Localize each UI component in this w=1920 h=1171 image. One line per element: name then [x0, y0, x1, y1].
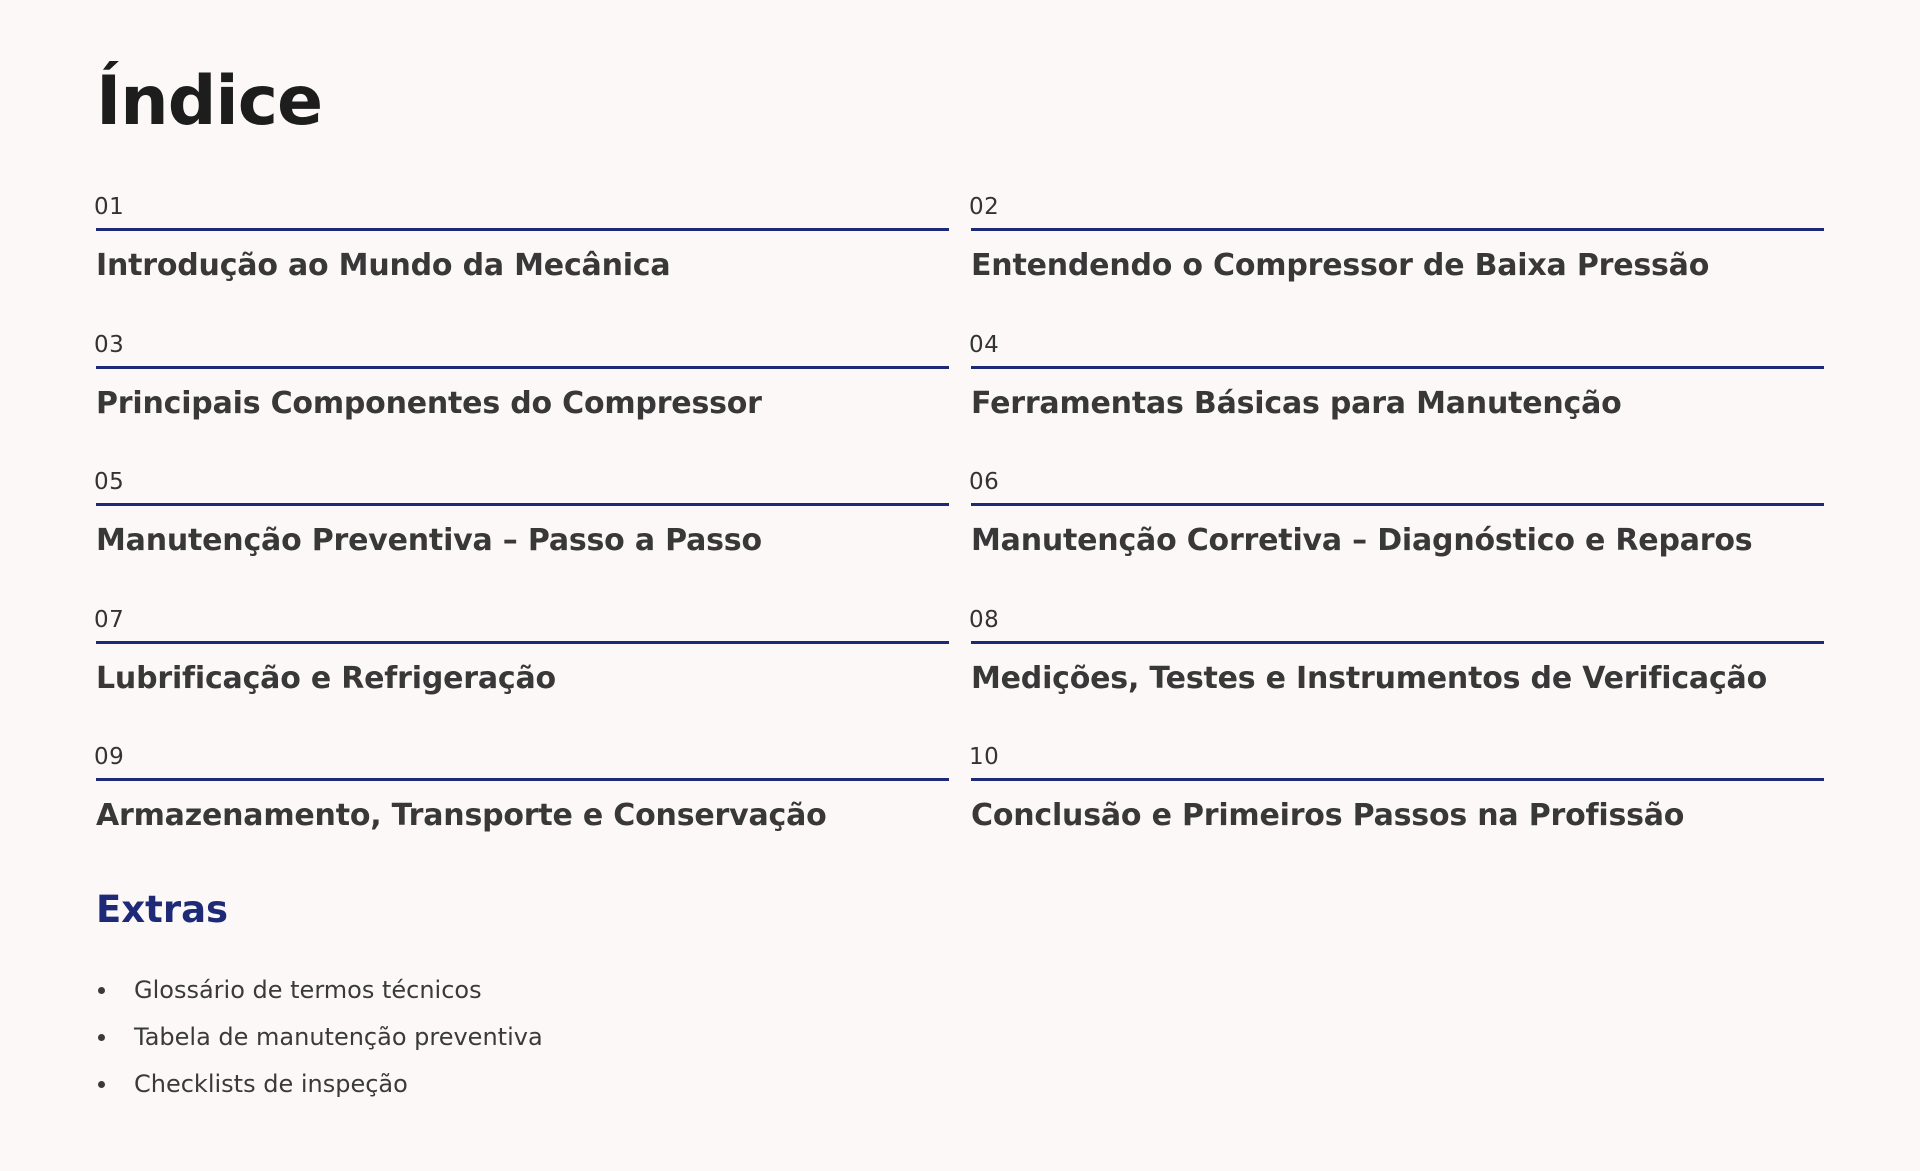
toc-entry [971, 603, 1824, 741]
toc-entry-number: 07 [94, 606, 125, 633]
toc-entry-divider [971, 778, 1824, 781]
toc-entry-number: 08 [969, 606, 1000, 633]
toc-entry-divider [96, 641, 949, 644]
toc-entry-divider [971, 228, 1824, 231]
toc-entry-title: Introdução ao Mundo da Mecânica [96, 248, 671, 283]
toc-entry-number: 10 [969, 744, 1000, 770]
toc-entry-title: Lubrificação e Refrigeração [96, 660, 556, 696]
extras-heading: Extras [96, 888, 229, 931]
toc-entry [971, 740, 1824, 878]
toc-entry-number: 02 [969, 194, 1000, 220]
bullet-icon [98, 987, 105, 994]
toc-entry [971, 328, 1824, 466]
toc-entry-title: Medições, Testes e Instrumentos de Verificação [971, 660, 1768, 696]
toc-entry-divider [96, 228, 949, 231]
toc-entry-divider [96, 366, 949, 369]
toc-entry [971, 465, 1824, 603]
toc-entry-number: 06 [969, 469, 1000, 495]
toc-entry-number: 01 [94, 194, 125, 220]
toc-entry-title: Manutenção Corretiva – Diagnóstico e Reparos [971, 523, 1753, 558]
toc-grid [96, 190, 1824, 878]
bullet-icon [98, 1034, 105, 1041]
toc-entry-number: 09 [94, 744, 125, 770]
toc-entry-title: Conclusão e Primeiros Passos na Profissão [971, 798, 1685, 833]
toc-entry [96, 603, 949, 741]
toc-entry-divider [971, 366, 1824, 369]
extras-item-label: Tabela de manutenção preventiva [134, 1023, 543, 1051]
toc-entry [96, 740, 949, 878]
extras-item-label: Checklists de inspeção [134, 1070, 408, 1098]
extras-list-item [96, 967, 543, 1014]
toc-entry-title: Ferramentas Básicas para Manutenção [971, 385, 1622, 421]
extras-list [96, 967, 543, 1108]
toc-entry-title: Manutenção Preventiva – Passo a Passo [96, 523, 762, 558]
toc-entry-divider [971, 503, 1824, 506]
toc-entry [96, 465, 949, 603]
extras-item-label: Glossário de termos técnicos [134, 976, 482, 1004]
page-title: Índice [96, 62, 323, 141]
toc-entry-divider [96, 503, 949, 506]
extras-list-item [96, 1014, 543, 1061]
toc-entry-title: Entendendo o Compressor de Baixa Pressão [971, 248, 1710, 283]
bullet-icon [98, 1081, 105, 1088]
toc-entry-number: 05 [94, 469, 125, 495]
toc-entry [96, 190, 949, 328]
toc-entry-divider [96, 778, 949, 781]
toc-entry-title: Principais Componentes do Compressor [96, 385, 762, 421]
toc-entry-number: 04 [969, 331, 1000, 358]
toc-entry-title: Armazenamento, Transporte e Conservação [96, 798, 827, 833]
toc-entry-number: 03 [94, 331, 125, 358]
toc-entry [96, 328, 949, 466]
toc-entry-divider [971, 641, 1824, 644]
extras-list-item [96, 1061, 543, 1108]
toc-entry [971, 190, 1824, 328]
